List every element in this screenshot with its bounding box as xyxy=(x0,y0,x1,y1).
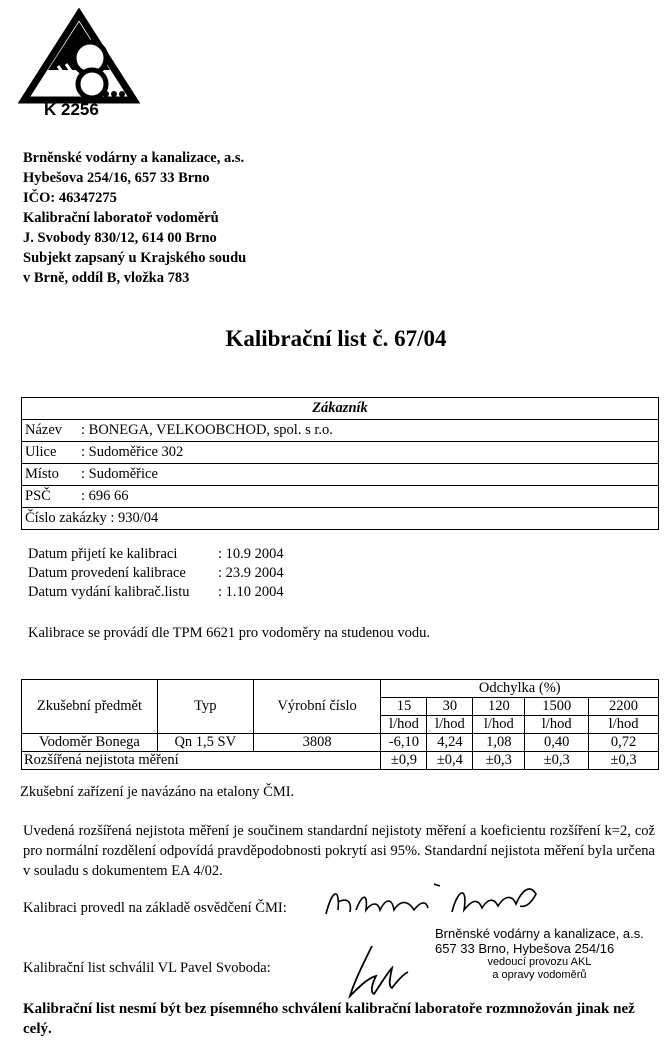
company-line: Kalibrační laboratoř vodoměrů xyxy=(23,210,219,226)
company-line: v Brně, oddíl B, vložka 783 xyxy=(23,270,190,286)
logo-code: K 2256 xyxy=(44,100,99,119)
calibration-note: Kalibrace se provádí dle TPM 6621 pro vodoměry na studenou vodu. xyxy=(28,625,431,641)
uncertainty-cell: ±0,3 xyxy=(589,752,659,770)
customer-value: : BONEGA, VELKOOBCHOD, spol. s r.o. xyxy=(81,422,333,438)
uncertainty-label: Rozšířená nejistota měření xyxy=(22,752,381,770)
customer-value: : Sudoměřice xyxy=(81,466,158,482)
company-address xyxy=(23,148,246,288)
customer-row xyxy=(22,420,659,442)
date-label: Datum provedení kalibrace xyxy=(28,565,186,581)
logo-letter-b-lower-icon xyxy=(78,70,106,98)
table-row xyxy=(22,752,659,770)
flow-unit: l/hod xyxy=(473,716,525,734)
date-row xyxy=(28,583,284,602)
deviation-cell: 4,24 xyxy=(427,734,473,752)
col-deviation-header: Odchylka (%) xyxy=(381,680,659,698)
company-line: Hybešova 254/16, 657 33 Brno xyxy=(23,170,210,186)
company-line: J. Svobody 830/12, 614 00 Brno xyxy=(23,230,217,246)
deviation-cell: 0,40 xyxy=(525,734,589,752)
col-subject-header: Zkušební předmět xyxy=(22,680,158,734)
measurement-table xyxy=(21,679,659,770)
col-type-header: Typ xyxy=(157,680,253,734)
company-stamp xyxy=(435,926,644,982)
uncertainty-cell: ±0,9 xyxy=(381,752,427,770)
flow-value: 30 xyxy=(427,698,473,716)
date-row xyxy=(28,545,284,564)
deviation-cell: -6,10 xyxy=(381,734,427,752)
stamp-line: Brněnské vodárny a kanalizace, a.s. xyxy=(435,926,644,941)
footer-note: Kalibrační list nesmí být bez písemného schválení kalibrační laboratoře rozmnožován jinak než celý. xyxy=(23,1001,635,1037)
stamp-line: vedoucí provozu AKL xyxy=(487,956,592,968)
customer-row xyxy=(22,464,659,486)
flow-value: 120 xyxy=(473,698,525,716)
customer-value: : Sudoměřice 302 xyxy=(81,444,184,460)
customer-label: Název xyxy=(25,422,63,438)
date-row xyxy=(28,564,284,583)
flow-unit: l/hod xyxy=(525,716,589,734)
flow-unit: l/hod xyxy=(381,716,427,734)
deviation-cell: 1,08 xyxy=(473,734,525,752)
traceability-note: Zkušební zařízení je navázáno na etalony ČMI. xyxy=(20,784,295,800)
customer-label: Ulice xyxy=(25,444,57,460)
date-label: Datum vydání kalibrač.listu xyxy=(28,584,190,600)
subject-cell: Vodoměr Bonega xyxy=(22,734,158,752)
customer-value: : 696 66 xyxy=(81,488,129,504)
dates-block xyxy=(28,545,284,602)
customer-order-number: Číslo zakázky : 930/04 xyxy=(22,508,659,530)
date-value: : 10.9 2004 xyxy=(218,546,284,562)
customer-label: Místo xyxy=(25,466,59,482)
flow-unit: l/hod xyxy=(589,716,659,734)
flow-value: 1500 xyxy=(525,698,589,716)
flow-unit: l/hod xyxy=(427,716,473,734)
stamp-line: 657 33 Brno, Hybešova 254/16 xyxy=(435,941,615,956)
table-row xyxy=(22,734,659,752)
customer-label: PSČ xyxy=(25,488,51,504)
calibrator-signature xyxy=(322,880,547,922)
customer-row xyxy=(22,486,659,508)
uncertainty-cell: ±0,3 xyxy=(525,752,589,770)
calibrated-by-label: Kalibraci provedl na základě osvědčení ČMI: xyxy=(23,900,287,916)
document-title: Kalibrační list č. 67/04 xyxy=(225,326,447,351)
col-serial-header: Výrobní číslo xyxy=(253,680,381,734)
customer-table xyxy=(21,397,659,530)
uncertainty-paragraph: Uvedená rozšířená nejistota měření je součinem standardní nejistoty měření a koeficientu rozšíření k=2, což pro normální rozdělení odpovídá pravděpodobnosti pokrytí asi 95%. Standardní nejistota měření byla určena v souladu s dokumentem EA 4/02. xyxy=(23,823,655,879)
uncertainty-cell: ±0,3 xyxy=(473,752,525,770)
company-line: Brněnské vodárny a kanalizace, a.s. xyxy=(23,150,245,166)
company-line: Subjekt zapsaný u Krajského soudu xyxy=(23,250,247,266)
flow-value: 2200 xyxy=(589,698,659,716)
date-value: : 1.10 2004 xyxy=(218,584,284,600)
company-line: IČO: 46347275 xyxy=(23,190,117,206)
date-label: Datum přijetí ke kalibraci xyxy=(28,546,178,562)
customer-row xyxy=(22,442,659,464)
approved-by-label: Kalibrační list schválil VL Pavel Svoboda: xyxy=(23,960,271,976)
flow-value: 15 xyxy=(381,698,427,716)
uncertainty-cell: ±0,4 xyxy=(427,752,473,770)
customer-header: Zákazník xyxy=(22,398,659,420)
approver-signature xyxy=(342,942,412,1002)
serial-cell: 3808 xyxy=(253,734,381,752)
deviation-cell: 0,72 xyxy=(589,734,659,752)
date-value: : 23.9 2004 xyxy=(218,565,284,581)
type-cell: Qn 1,5 SV xyxy=(157,734,253,752)
stamp-line: a opravy vodoměrů xyxy=(492,969,587,981)
